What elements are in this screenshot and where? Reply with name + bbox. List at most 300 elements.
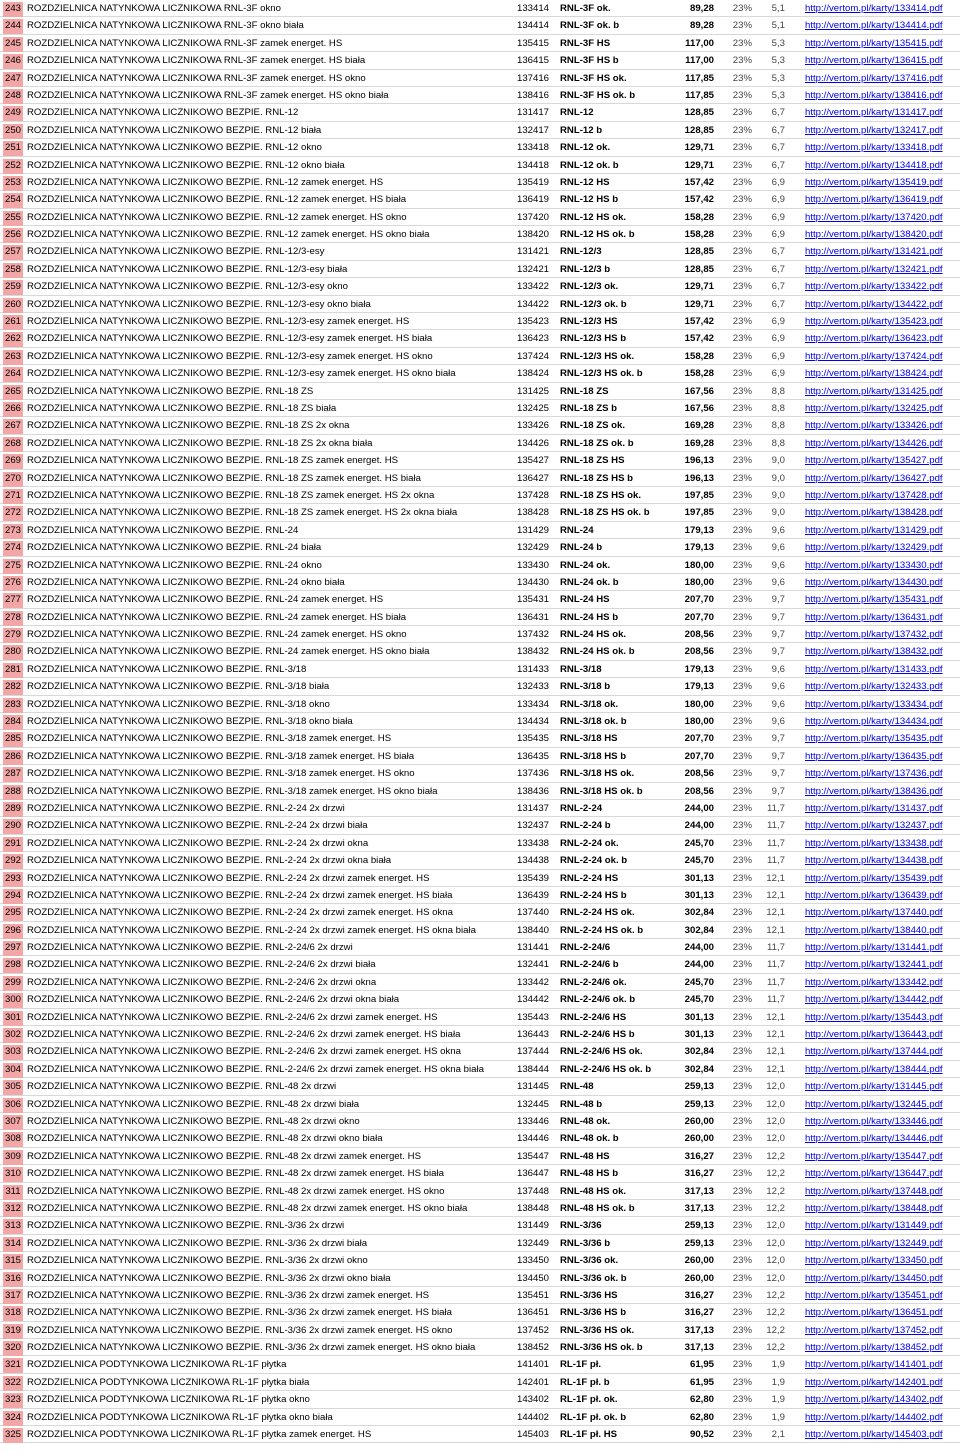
datasheet-link[interactable]: http://vertom.pl/karty/131417.pdf — [805, 107, 943, 119]
vat-rate: 23% — [732, 1150, 752, 1162]
product-name: ROZDZIELNICA NATYNKOWA LICZNIKOWO BEZPIE. RNL-12/3-esy zamek energet. HS — [27, 316, 410, 328]
datasheet-link[interactable]: http://vertom.pl/karty/132437.pdf — [805, 820, 943, 832]
product-price: 128,85 — [684, 246, 714, 258]
product-name: ROZDZIELNICA PODTYNKOWA LICZNIKOWA RL-1F płytka zamek energet. HS — [27, 1429, 372, 1441]
table-row — [0, 87, 960, 104]
product-name: ROZDZIELNICA NATYNKOWA LICZNIKOWO BEZPIE. RNL-12/3-esy zamek energet. HS okno biała — [27, 368, 456, 380]
datasheet-link[interactable]: http://vertom.pl/karty/133430.pdf — [805, 559, 943, 571]
datasheet-link[interactable]: http://vertom.pl/karty/137420.pdf — [805, 211, 943, 223]
product-price: 316,27 — [684, 1289, 714, 1301]
row-number: 265 — [3, 385, 23, 400]
product-index: 135447 — [517, 1150, 550, 1162]
vat-rate: 23% — [732, 333, 752, 345]
product-name: ROZDZIELNICA NATYNKOWA LICZNIKOWO BEZPIE. RNL-3/36 2x drzwi zamek energet. HS okno biała — [27, 1342, 476, 1354]
product-index: 136443 — [517, 1029, 550, 1041]
datasheet-link[interactable]: http://vertom.pl/karty/132429.pdf — [805, 542, 943, 554]
product-name: ROZDZIELNICA NATYNKOWA LICZNIKOWO BEZPIE. RNL-2-24 2x drzwi biała — [27, 820, 368, 832]
datasheet-link[interactable]: http://vertom.pl/karty/134418.pdf — [805, 159, 943, 171]
datasheet-link[interactable]: http://vertom.pl/karty/138452.pdf — [805, 1342, 943, 1354]
product-weight: 9,6 — [771, 681, 785, 693]
product-index: 138432 — [517, 646, 550, 658]
product-weight: 12,1 — [766, 924, 785, 936]
datasheet-link[interactable]: http://vertom.pl/karty/131449.pdf — [805, 1220, 943, 1232]
product-name: ROZDZIELNICA NATYNKOWA LICZNIKOWO BEZPIE. RNL-3/36 2x drzwi zamek energet. HS biała — [27, 1307, 452, 1319]
product-price: 158,28 — [684, 368, 714, 380]
datasheet-link[interactable]: http://vertom.pl/karty/134426.pdf — [805, 437, 943, 449]
datasheet-link[interactable]: http://vertom.pl/karty/138424.pdf — [805, 368, 943, 380]
product-index: 131425 — [517, 385, 550, 397]
product-index: 134434 — [517, 716, 550, 728]
product-price: 62,80 — [689, 1394, 714, 1406]
datasheet-link[interactable]: http://vertom.pl/karty/132441.pdf — [805, 959, 943, 971]
product-name: ROZDZIELNICA NATYNKOWA LICZNIKOWO BEZPIE. RNL-48 2x drzwi — [27, 1081, 337, 1093]
vat-rate: 23% — [732, 20, 752, 32]
product-index: 132445 — [517, 1098, 550, 1110]
product-weight: 1,9 — [771, 1376, 785, 1388]
product-symbol: RNL-12 HS b — [560, 194, 619, 206]
datasheet-link[interactable]: http://vertom.pl/karty/138448.pdf — [805, 1202, 943, 1214]
product-symbol: RNL-3F HS ok. — [560, 72, 627, 84]
datasheet-link[interactable]: http://vertom.pl/karty/136451.pdf — [805, 1307, 943, 1319]
product-name: ROZDZIELNICA NATYNKOWA LICZNIKOWA RNL-3F zamek energet. HS biała — [27, 55, 366, 67]
datasheet-link[interactable]: http://vertom.pl/karty/131421.pdf — [805, 246, 943, 258]
product-index: 136447 — [517, 1168, 550, 1180]
vat-rate: 23% — [732, 37, 752, 49]
row-number: 317 — [3, 1289, 23, 1304]
product-weight: 6,9 — [771, 229, 785, 241]
product-symbol: RNL-3/18 ok. b — [560, 716, 627, 728]
row-number: 257 — [3, 245, 23, 260]
row-number: 302 — [3, 1028, 23, 1043]
datasheet-link[interactable]: http://vertom.pl/karty/137452.pdf — [805, 1324, 943, 1336]
datasheet-link[interactable]: http://vertom.pl/karty/134434.pdf — [805, 716, 943, 728]
datasheet-link[interactable]: http://vertom.pl/karty/133422.pdf — [805, 281, 943, 293]
datasheet-link[interactable]: http://vertom.pl/karty/136447.pdf — [805, 1168, 943, 1180]
table-row — [0, 487, 960, 504]
table-row — [0, 209, 960, 226]
vat-rate: 23% — [732, 1289, 752, 1301]
datasheet-link[interactable]: http://vertom.pl/karty/145403.pdf — [805, 1429, 943, 1441]
datasheet-link[interactable]: http://vertom.pl/karty/133418.pdf — [805, 142, 943, 154]
row-number: 247 — [3, 72, 23, 87]
product-price: 260,00 — [684, 1116, 714, 1127]
datasheet-link[interactable]: http://vertom.pl/karty/138428.pdf — [805, 507, 943, 519]
datasheet-link[interactable]: http://vertom.pl/karty/137440.pdf — [805, 907, 943, 919]
product-index: 131445 — [517, 1081, 550, 1093]
product-price: 244,00 — [684, 942, 714, 954]
product-symbol: RNL-48 ok. — [560, 1116, 611, 1127]
vat-rate: 23% — [732, 89, 752, 101]
vat-rate: 23% — [732, 211, 752, 223]
datasheet-link[interactable]: http://vertom.pl/karty/137432.pdf — [805, 629, 943, 641]
datasheet-link[interactable]: http://vertom.pl/karty/136415.pdf — [805, 55, 943, 67]
product-price: 196,13 — [684, 472, 714, 484]
datasheet-link[interactable]: http://vertom.pl/karty/144402.pdf — [805, 1411, 943, 1423]
product-index: 132433 — [517, 681, 550, 693]
datasheet-link[interactable]: http://vertom.pl/karty/135415.pdf — [805, 37, 943, 49]
row-number: 289 — [3, 802, 23, 817]
product-symbol: RNL-48 HS ok. — [560, 1185, 627, 1197]
product-index: 138440 — [517, 924, 550, 936]
datasheet-link[interactable]: http://vertom.pl/karty/131441.pdf — [805, 942, 943, 954]
datasheet-link[interactable]: http://vertom.pl/karty/131445.pdf — [805, 1081, 943, 1093]
product-price: 197,85 — [684, 489, 714, 501]
datasheet-link[interactable]: http://vertom.pl/karty/143402.pdf — [805, 1394, 943, 1406]
datasheet-link[interactable]: http://vertom.pl/karty/134422.pdf — [805, 298, 943, 310]
datasheet-link[interactable]: http://vertom.pl/karty/138416.pdf — [805, 89, 943, 101]
datasheet-link[interactable]: http://vertom.pl/karty/138440.pdf — [805, 924, 943, 936]
datasheet-link[interactable]: http://vertom.pl/karty/136423.pdf — [805, 333, 943, 345]
product-symbol: RNL-24 b — [560, 542, 603, 554]
product-symbol: RNL-12 — [560, 107, 594, 119]
product-index: 138436 — [517, 785, 550, 797]
product-name: ROZDZIELNICA NATYNKOWA LICZNIKOWO BEZPIE. RNL-2-24 2x drzwi okna — [27, 837, 369, 849]
product-weight: 1,9 — [771, 1394, 785, 1406]
datasheet-link[interactable]: http://vertom.pl/karty/133438.pdf — [805, 837, 943, 849]
datasheet-link[interactable]: http://vertom.pl/karty/132417.pdf — [805, 124, 943, 136]
product-weight: 6,7 — [771, 263, 785, 275]
datasheet-link[interactable]: http://vertom.pl/karty/135439.pdf — [805, 872, 943, 884]
table-row — [0, 1426, 960, 1443]
product-price: 245,70 — [684, 976, 714, 988]
datasheet-link[interactable]: http://vertom.pl/karty/131437.pdf — [805, 802, 943, 814]
product-name: ROZDZIELNICA NATYNKOWA LICZNIKOWO BEZPIE. RNL-12 zamek energet. HS okno — [27, 211, 407, 223]
datasheet-link[interactable]: http://vertom.pl/karty/132421.pdf — [805, 263, 943, 275]
row-number: 255 — [3, 211, 23, 226]
datasheet-link[interactable]: http://vertom.pl/karty/131433.pdf — [805, 663, 943, 675]
product-weight: 1,9 — [771, 1411, 785, 1423]
product-weight: 12,0 — [766, 1098, 785, 1110]
product-name: ROZDZIELNICA NATYNKOWA LICZNIKOWO BEZPIE. RNL-18 ZS zamek energet. HS biała — [27, 472, 421, 484]
datasheet-link[interactable]: http://vertom.pl/karty/134442.pdf — [805, 994, 943, 1006]
product-price: 167,56 — [684, 402, 714, 414]
datasheet-link[interactable]: http://vertom.pl/karty/132449.pdf — [805, 1237, 943, 1249]
row-number: 283 — [3, 698, 23, 713]
product-name: ROZDZIELNICA NATYNKOWA LICZNIKOWO BEZPIE. RNL-18 ZS 2x okna biała — [27, 437, 373, 449]
product-name: ROZDZIELNICA NATYNKOWA LICZNIKOWO BEZPIE. RNL-2-24/6 2x drzwi zamek energet. HS — [27, 1011, 438, 1023]
product-symbol: RNL-3/36 b — [560, 1237, 611, 1249]
product-weight: 12,0 — [766, 1255, 785, 1267]
table-row — [0, 643, 960, 660]
product-symbol: RNL-18 ZS HS b — [560, 472, 634, 484]
datasheet-link[interactable]: http://vertom.pl/karty/141401.pdf — [805, 1359, 943, 1371]
table-row — [0, 1304, 960, 1321]
product-index: 137432 — [517, 629, 550, 641]
vat-rate: 23% — [732, 1063, 752, 1075]
table-row — [0, 1356, 960, 1373]
product-symbol: RNL-3F HS ok. b — [560, 89, 636, 101]
table-row — [0, 139, 960, 156]
product-price: 207,70 — [684, 594, 714, 606]
product-index: 135427 — [517, 455, 550, 467]
product-price: 128,85 — [684, 107, 714, 119]
row-number: 284 — [3, 715, 23, 730]
product-symbol: RNL-12/3 HS — [560, 316, 618, 328]
vat-rate: 23% — [732, 750, 752, 762]
product-index: 136423 — [517, 333, 550, 345]
vat-rate: 23% — [732, 594, 752, 606]
product-index: 133418 — [517, 142, 550, 154]
product-name: ROZDZIELNICA NATYNKOWA LICZNIKOWO BEZPIE. RNL-12 zamek energet. HS okno biała — [27, 229, 430, 241]
datasheet-link[interactable]: http://vertom.pl/karty/136439.pdf — [805, 889, 943, 901]
product-weight: 9,7 — [771, 768, 785, 780]
product-name: ROZDZIELNICA NATYNKOWA LICZNIKOWO BEZPIE. RNL-48 2x drzwi zamek energet. HS — [27, 1150, 421, 1162]
product-symbol: RNL-3F HS b — [560, 55, 619, 67]
product-index: 137428 — [517, 489, 550, 501]
product-price: 129,71 — [684, 281, 714, 293]
vat-rate: 23% — [732, 994, 752, 1006]
product-name: ROZDZIELNICA NATYNKOWA LICZNIKOWO BEZPIE. RNL-3/18 biała — [27, 681, 330, 693]
product-symbol: RNL-18 ZS HS — [560, 455, 625, 467]
datasheet-link[interactable]: http://vertom.pl/karty/135443.pdf — [805, 1011, 943, 1023]
product-name: ROZDZIELNICA NATYNKOWA LICZNIKOWO BEZPIE. RNL-3/18 okno — [27, 698, 330, 710]
datasheet-link[interactable]: http://vertom.pl/karty/134414.pdf — [805, 20, 943, 32]
datasheet-link[interactable]: http://vertom.pl/karty/136427.pdf — [805, 472, 943, 484]
product-weight: 11,7 — [767, 959, 785, 971]
product-index: 138452 — [517, 1342, 550, 1354]
vat-rate: 23% — [732, 1324, 752, 1336]
table-row — [0, 626, 960, 643]
datasheet-link[interactable]: http://vertom.pl/karty/131429.pdf — [805, 524, 943, 536]
vat-rate: 23% — [732, 716, 752, 728]
product-name: ROZDZIELNICA NATYNKOWA LICZNIKOWO BEZPIE. RNL-2-24 2x drzwi — [27, 802, 345, 814]
table-row — [0, 922, 960, 939]
vat-rate: 23% — [732, 194, 752, 206]
datasheet-link[interactable]: http://vertom.pl/karty/136443.pdf — [805, 1029, 943, 1041]
product-weight: 12,0 — [766, 1133, 785, 1145]
product-weight: 9,7 — [771, 750, 785, 762]
product-price: 316,27 — [684, 1307, 714, 1319]
vat-rate: 23% — [732, 629, 752, 641]
product-symbol: RNL-2-24/6 ok. b — [560, 994, 636, 1006]
vat-rate: 23% — [732, 959, 752, 971]
row-number: 267 — [3, 419, 23, 434]
table-row — [0, 748, 960, 765]
datasheet-link[interactable]: http://vertom.pl/karty/133442.pdf — [805, 976, 943, 988]
table-row — [0, 278, 960, 295]
vat-rate: 23% — [732, 298, 752, 310]
table-row — [0, 591, 960, 608]
product-index: 135443 — [517, 1011, 550, 1023]
datasheet-link[interactable]: http://vertom.pl/karty/137444.pdf — [805, 1046, 943, 1058]
datasheet-link[interactable]: http://vertom.pl/karty/138436.pdf — [805, 785, 943, 797]
datasheet-link[interactable]: http://vertom.pl/karty/142401.pdf — [805, 1376, 943, 1388]
row-number: 246 — [3, 54, 23, 69]
datasheet-link[interactable]: http://vertom.pl/karty/135431.pdf — [805, 594, 943, 606]
row-number: 264 — [3, 367, 23, 382]
product-price: 180,00 — [684, 698, 714, 710]
datasheet-link[interactable]: http://vertom.pl/karty/135447.pdf — [805, 1150, 943, 1162]
product-price: 180,00 — [684, 716, 714, 728]
product-name: ROZDZIELNICA NATYNKOWA LICZNIKOWO BEZPIE. RNL-12 — [27, 107, 299, 119]
row-number: 307 — [3, 1115, 23, 1130]
datasheet-link[interactable]: http://vertom.pl/karty/135451.pdf — [805, 1289, 943, 1301]
datasheet-link[interactable]: http://vertom.pl/karty/132445.pdf — [805, 1098, 943, 1110]
datasheet-link[interactable]: http://vertom.pl/karty/135435.pdf — [805, 733, 943, 745]
table-row — [0, 296, 960, 313]
vat-rate: 23% — [732, 785, 752, 797]
product-price: 158,28 — [684, 350, 714, 362]
vat-rate: 23% — [732, 142, 752, 154]
product-name: ROZDZIELNICA NATYNKOWA LICZNIKOWO BEZPIE. RNL-2-24 2x drzwi okna biała — [27, 855, 392, 867]
row-number: 261 — [3, 315, 23, 330]
vat-rate: 23% — [732, 976, 752, 988]
product-symbol: RNL-2-24/6 b — [560, 959, 619, 971]
product-symbol: RNL-2-24 HS ok. b — [560, 924, 644, 936]
product-name: ROZDZIELNICA NATYNKOWA LICZNIKOWO BEZPIE. RNL-12/3-esy okno — [27, 281, 348, 293]
table-row — [0, 1061, 960, 1078]
product-weight: 12,1 — [766, 1029, 785, 1041]
product-name: ROZDZIELNICA NATYNKOWA LICZNIKOWO BEZPIE. RNL-2-24/6 2x drzwi zamek energet. HS biała — [27, 1029, 461, 1041]
datasheet-link[interactable]: http://vertom.pl/karty/136419.pdf — [805, 194, 943, 206]
product-symbol: RNL-12 b — [560, 124, 603, 136]
datasheet-link[interactable]: http://vertom.pl/karty/134450.pdf — [805, 1272, 943, 1284]
product-index: 131449 — [517, 1220, 550, 1232]
product-symbol: RNL-3/18 — [560, 663, 602, 675]
table-row — [0, 1217, 960, 1234]
product-price: 302,84 — [684, 924, 714, 936]
product-symbol: RNL-3F HS — [560, 37, 611, 49]
table-row — [0, 400, 960, 417]
product-price: 169,28 — [684, 437, 714, 449]
datasheet-link[interactable]: http://vertom.pl/karty/137416.pdf — [805, 72, 943, 84]
datasheet-link[interactable]: http://vertom.pl/karty/135419.pdf — [805, 176, 943, 188]
product-weight: 12,2 — [766, 1342, 785, 1354]
product-price: 207,70 — [684, 611, 714, 623]
product-weight: 12,1 — [766, 889, 785, 901]
product-index: 136451 — [517, 1307, 550, 1319]
datasheet-link[interactable]: http://vertom.pl/karty/138432.pdf — [805, 646, 943, 658]
datasheet-link[interactable]: http://vertom.pl/karty/137436.pdf — [805, 768, 943, 780]
datasheet-link[interactable]: http://vertom.pl/karty/132433.pdf — [805, 681, 943, 693]
product-price: 208,56 — [684, 646, 714, 658]
datasheet-link[interactable]: http://vertom.pl/karty/137428.pdf — [805, 489, 943, 501]
product-price: 260,00 — [684, 1255, 714, 1267]
product-name: ROZDZIELNICA NATYNKOWA LICZNIKOWO BEZPIE. RNL-24 zamek energet. HS — [27, 594, 384, 606]
table-row — [0, 783, 960, 800]
row-number: 298 — [3, 958, 23, 973]
datasheet-link[interactable]: http://vertom.pl/karty/137448.pdf — [805, 1185, 943, 1197]
product-symbol: RNL-24 HS ok. b — [560, 646, 635, 658]
datasheet-link[interactable]: http://vertom.pl/karty/136431.pdf — [805, 611, 943, 623]
row-number: 260 — [3, 298, 23, 313]
datasheet-link[interactable]: http://vertom.pl/karty/133434.pdf — [805, 698, 943, 710]
datasheet-link[interactable]: http://vertom.pl/karty/135427.pdf — [805, 455, 943, 467]
product-weight: 6,7 — [771, 281, 785, 293]
datasheet-link[interactable]: http://vertom.pl/karty/136435.pdf — [805, 750, 943, 762]
datasheet-link[interactable]: http://vertom.pl/karty/137424.pdf — [805, 350, 943, 362]
product-weight: 6,7 — [771, 298, 785, 310]
product-price: 129,71 — [684, 298, 714, 310]
product-index: 132421 — [517, 263, 550, 275]
row-number: 306 — [3, 1098, 23, 1113]
product-name: ROZDZIELNICA NATYNKOWA LICZNIKOWO BEZPIE. RNL-48 2x drzwi okno — [27, 1116, 360, 1127]
product-name: ROZDZIELNICA NATYNKOWA LICZNIKOWO BEZPIE. RNL-2-24/6 2x drzwi biała — [27, 959, 376, 971]
product-price: 207,70 — [684, 750, 714, 762]
table-row — [0, 1339, 960, 1356]
product-weight: 6,9 — [771, 211, 785, 223]
datasheet-link[interactable]: http://vertom.pl/karty/134430.pdf — [805, 576, 943, 588]
vat-rate: 23% — [732, 159, 752, 171]
row-number: 251 — [3, 141, 23, 156]
product-index: 137424 — [517, 350, 550, 362]
table-row — [0, 852, 960, 869]
product-symbol: RNL-2-24 b — [560, 820, 611, 832]
vat-rate: 23% — [732, 420, 752, 432]
product-name: ROZDZIELNICA NATYNKOWA LICZNIKOWO BEZPIE. RNL-12 biała — [27, 124, 322, 136]
product-price: 317,13 — [684, 1324, 714, 1336]
row-number: 266 — [3, 402, 23, 417]
product-name: ROZDZIELNICA NATYNKOWA LICZNIKOWO BEZPIE. RNL-48 2x drzwi zamek energet. HS okno biała — [27, 1202, 468, 1214]
vat-rate: 23% — [732, 1307, 752, 1319]
row-number: 314 — [3, 1237, 23, 1252]
vat-rate: 23% — [732, 820, 752, 832]
product-name: ROZDZIELNICA NATYNKOWA LICZNIKOWO BEZPIE. RNL-3/36 2x drzwi zamek energet. HS — [27, 1289, 429, 1301]
table-row — [0, 1374, 960, 1391]
table-row — [0, 713, 960, 730]
row-number: 272 — [3, 506, 23, 521]
datasheet-link[interactable]: http://vertom.pl/karty/133426.pdf — [805, 420, 943, 432]
datasheet-link[interactable]: http://vertom.pl/karty/138420.pdf — [805, 229, 943, 241]
datasheet-link[interactable]: http://vertom.pl/karty/132425.pdf — [805, 402, 943, 414]
row-number: 276 — [3, 576, 23, 591]
product-weight: 1,9 — [771, 1359, 785, 1371]
product-weight: 9,6 — [771, 559, 785, 571]
datasheet-link[interactable]: http://vertom.pl/karty/134446.pdf — [805, 1133, 943, 1145]
product-symbol: RNL-48 HS — [560, 1150, 610, 1162]
vat-rate: 23% — [732, 281, 752, 293]
vat-rate: 23% — [732, 1237, 752, 1249]
row-number: 249 — [3, 106, 23, 121]
datasheet-link[interactable]: http://vertom.pl/karty/133446.pdf — [805, 1116, 943, 1127]
product-price: 197,85 — [684, 507, 714, 519]
product-name: ROZDZIELNICA NATYNKOWA LICZNIKOWO BEZPIE. RNL-24 — [27, 524, 299, 536]
row-number: 270 — [3, 472, 23, 487]
vat-rate: 23% — [732, 1220, 752, 1232]
datasheet-link[interactable]: http://vertom.pl/karty/133450.pdf — [805, 1255, 943, 1267]
row-number: 252 — [3, 159, 23, 174]
vat-rate: 23% — [732, 663, 752, 675]
product-index: 135435 — [517, 733, 550, 745]
table-row — [0, 70, 960, 87]
datasheet-link[interactable]: http://vertom.pl/karty/131425.pdf — [805, 385, 943, 397]
datasheet-link[interactable]: http://vertom.pl/karty/138444.pdf — [805, 1063, 943, 1075]
product-name: ROZDZIELNICA NATYNKOWA LICZNIKOWO BEZPIE. RNL-48 2x drzwi biała — [27, 1098, 360, 1110]
row-number: 256 — [3, 228, 23, 243]
datasheet-link[interactable]: http://vertom.pl/karty/133414.pdf — [805, 3, 943, 14]
product-weight: 2,1 — [771, 1429, 785, 1441]
product-weight: 12,0 — [766, 1220, 785, 1232]
product-price: 61,95 — [689, 1359, 714, 1371]
table-row — [0, 974, 960, 991]
row-number: 292 — [3, 854, 23, 869]
product-index: 131441 — [517, 942, 550, 954]
datasheet-link[interactable]: http://vertom.pl/karty/135423.pdf — [805, 316, 943, 328]
product-symbol: RNL-24 HS — [560, 594, 610, 606]
product-symbol: RNL-12 ok. b — [560, 159, 619, 171]
row-number: 280 — [3, 645, 23, 660]
table-row — [0, 1165, 960, 1182]
product-name: ROZDZIELNICA NATYNKOWA LICZNIKOWO BEZPIE. RNL-3/36 2x drzwi okno biała — [27, 1272, 391, 1284]
product-weight: 9,0 — [771, 472, 785, 484]
datasheet-link[interactable]: http://vertom.pl/karty/134438.pdf — [805, 855, 943, 867]
product-price: 117,85 — [685, 72, 714, 84]
product-index: 138420 — [517, 229, 550, 241]
row-number: 304 — [3, 1063, 23, 1078]
product-index: 137452 — [517, 1324, 550, 1336]
product-price: 61,95 — [689, 1376, 714, 1388]
product-name: ROZDZIELNICA NATYNKOWA LICZNIKOWA RNL-3F okno — [27, 3, 281, 14]
